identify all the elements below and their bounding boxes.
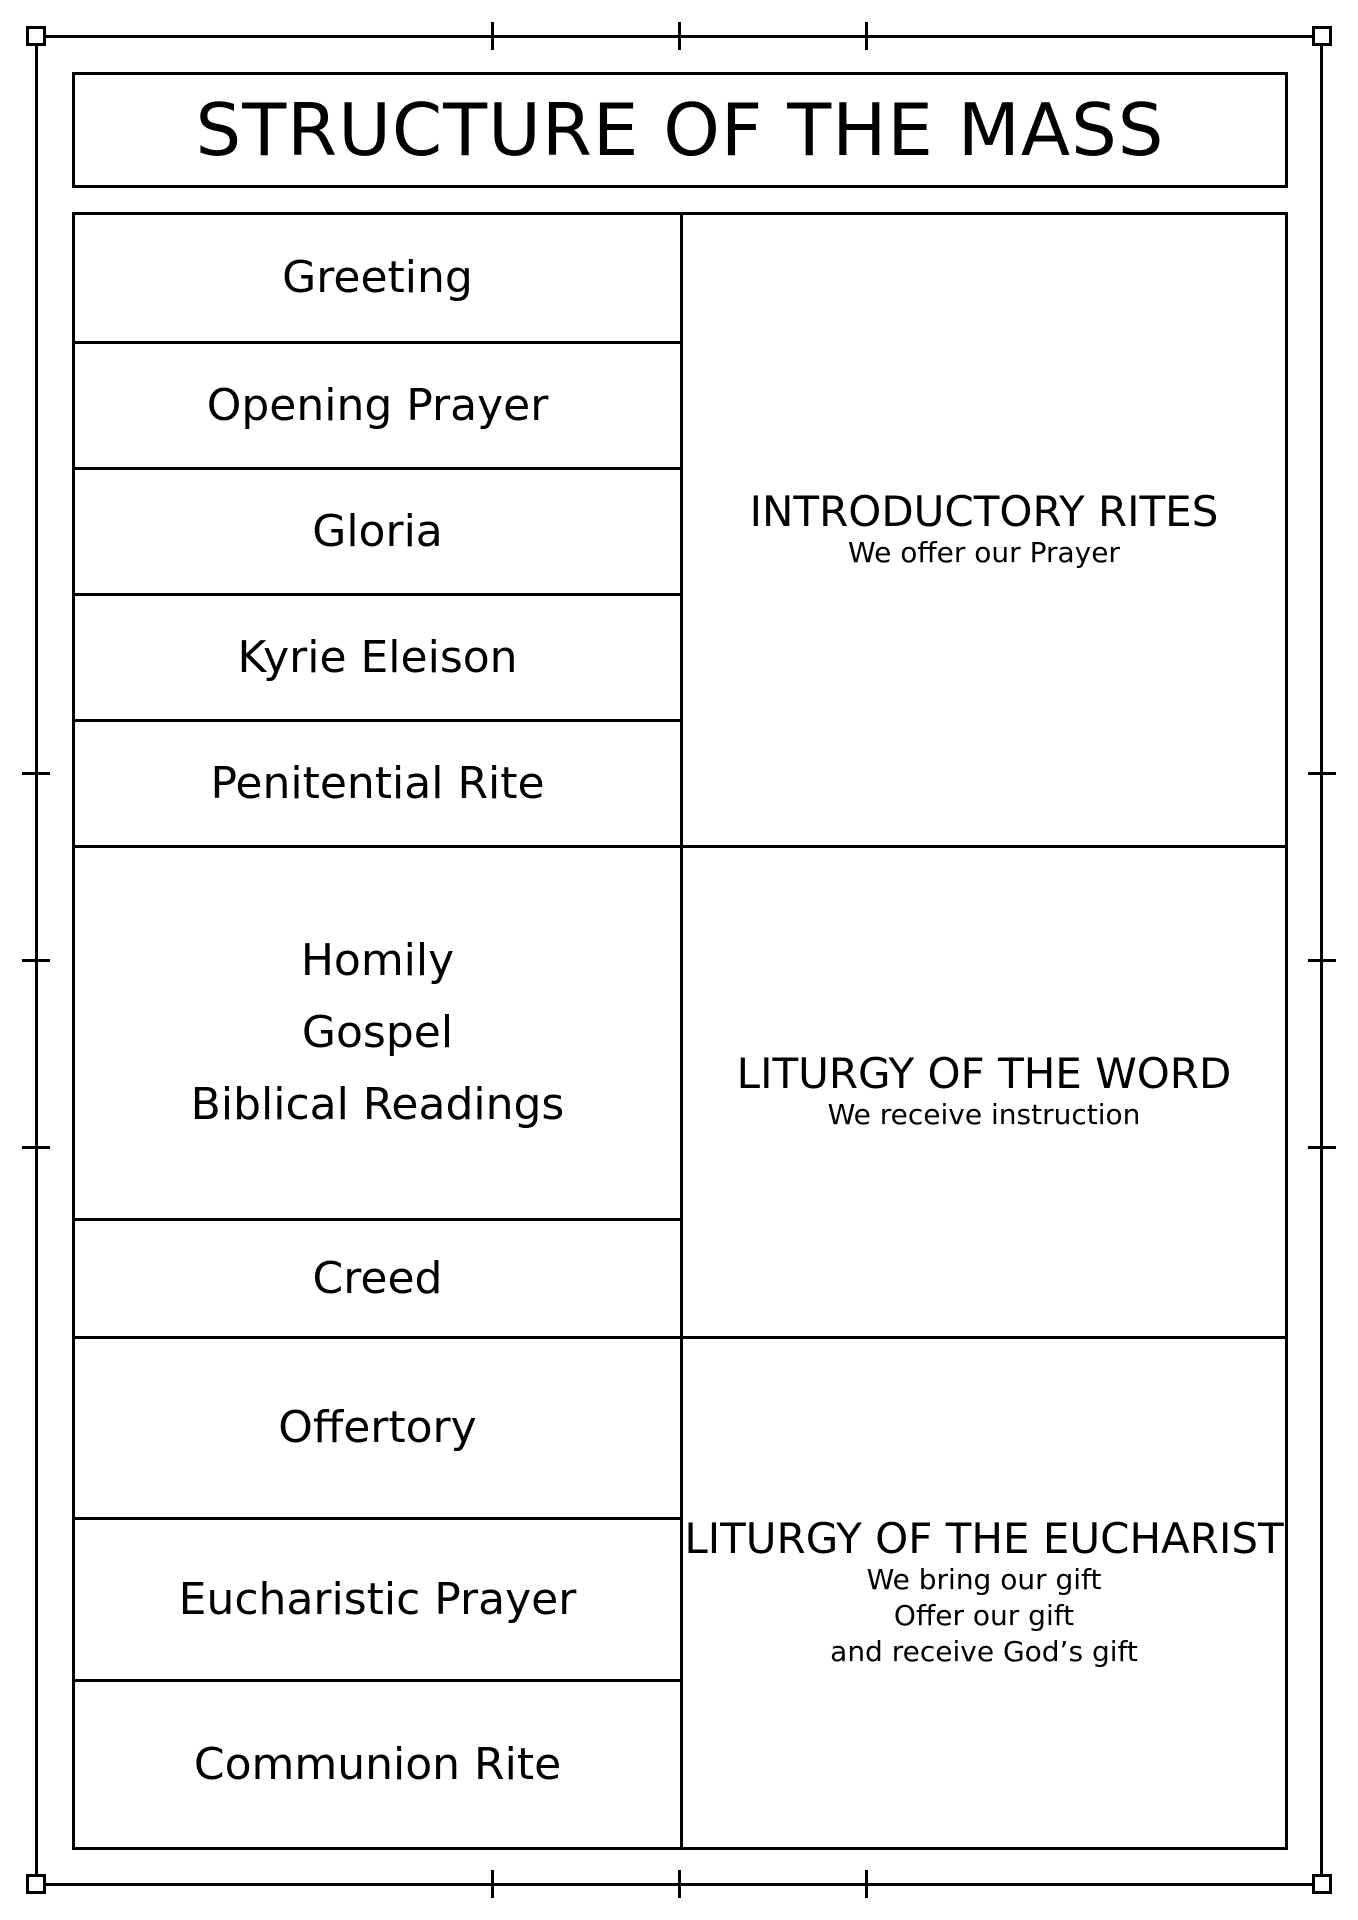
item-greeting: Greeting bbox=[282, 252, 473, 303]
frame-tick bbox=[865, 1870, 868, 1898]
frame-tick bbox=[491, 22, 494, 50]
frame-tick bbox=[1308, 1146, 1336, 1149]
item-communion-rite: Communion Rite bbox=[193, 1738, 562, 1790]
item-penitential-rite: Penitential Rite bbox=[210, 757, 545, 809]
section-title: LITURGY OF THE EUCHARIST bbox=[684, 1513, 1284, 1563]
table-cell-item bbox=[75, 1221, 680, 1336]
section-subtitle: We bring our gift bbox=[866, 1563, 1102, 1597]
frame-tick bbox=[22, 772, 50, 775]
item-homily: Homily bbox=[300, 935, 455, 986]
page-title: STRUCTURE OF THE MASS bbox=[195, 88, 1165, 172]
mass-structure-table bbox=[72, 212, 1288, 1850]
section-subtitle: We offer our Prayer bbox=[848, 536, 1120, 570]
corner-handle-bottom-right[interactable] bbox=[1312, 1874, 1332, 1894]
section-liturgy-of-the-word bbox=[683, 848, 1285, 1336]
section-liturgy-of-the-eucharist bbox=[683, 1339, 1285, 1847]
table-cell-item bbox=[75, 722, 680, 845]
section-title: INTRODUCTORY RITES bbox=[749, 486, 1219, 536]
table-cell-item bbox=[75, 848, 680, 1218]
section-introductory-rites bbox=[683, 215, 1285, 845]
table-cell-item bbox=[75, 470, 680, 593]
section-title: LITURGY OF THE WORD bbox=[736, 1048, 1232, 1098]
section-subtitle: and receive God’s gift bbox=[830, 1635, 1138, 1669]
corner-handle-top-right[interactable] bbox=[1312, 26, 1332, 46]
section-subtitle: Offer our gift bbox=[893, 1599, 1075, 1633]
frame-tick bbox=[678, 1870, 681, 1898]
table-cell-item bbox=[75, 1520, 680, 1679]
frame-tick bbox=[678, 22, 681, 50]
table-cell-item bbox=[75, 1682, 680, 1847]
corner-handle-top-left[interactable] bbox=[26, 26, 46, 46]
section-subtitle: We receive instruction bbox=[827, 1098, 1141, 1132]
item-eucharistic-prayer: Eucharistic Prayer bbox=[178, 1573, 577, 1625]
item-creed: Creed bbox=[312, 1252, 443, 1304]
table-cell-item bbox=[75, 215, 680, 341]
frame-tick bbox=[865, 22, 868, 50]
table-cell-item bbox=[75, 1339, 680, 1517]
frame-tick bbox=[1308, 959, 1336, 962]
table-cell-item bbox=[75, 596, 680, 719]
frame-tick bbox=[22, 959, 50, 962]
item-biblical-readings: Biblical Readings bbox=[190, 1079, 565, 1130]
item-offertory: Offertory bbox=[278, 1402, 477, 1453]
corner-handle-bottom-left[interactable] bbox=[26, 1874, 46, 1894]
frame-tick bbox=[22, 1146, 50, 1149]
frame-tick bbox=[491, 1870, 494, 1898]
item-gospel: Gospel bbox=[301, 1007, 454, 1058]
frame-tick bbox=[1308, 772, 1336, 775]
title-box bbox=[72, 72, 1288, 188]
item-opening-prayer: Opening Prayer bbox=[206, 379, 549, 431]
table-cell-item bbox=[75, 344, 680, 467]
item-kyrie-eleison: Kyrie Eleison bbox=[237, 631, 518, 683]
item-gloria: Gloria bbox=[312, 505, 443, 557]
